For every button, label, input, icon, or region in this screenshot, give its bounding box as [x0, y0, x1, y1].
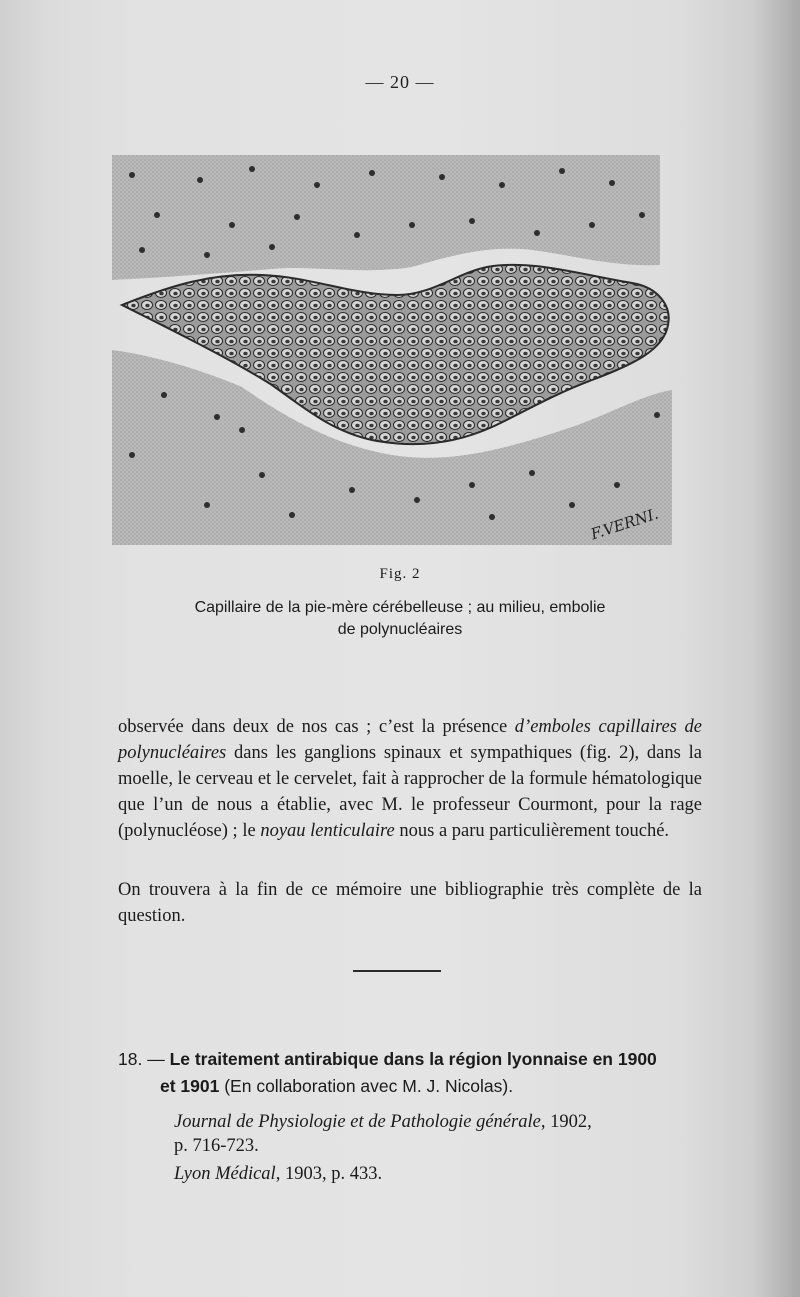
- entry-title-line2: et 1901: [160, 1076, 220, 1096]
- reference-1-journal: Journal de Physiologie et de Pathologie générale: [174, 1112, 541, 1132]
- reference-1: [174, 1110, 704, 1158]
- reference-2: [174, 1162, 704, 1186]
- reference-2-journal: Lyon Médical: [174, 1164, 276, 1184]
- entry-number: 18. —: [118, 1049, 170, 1069]
- figure-illustration: [112, 155, 674, 545]
- artist-signature: F.VERNI.: [588, 504, 661, 544]
- reference-1-pages: p. 716-723.: [174, 1136, 259, 1156]
- figure-caption: [120, 597, 680, 641]
- figure-label: Fig. 2: [379, 566, 421, 582]
- entry-collaboration: (En collaboration avec M. J. Nicolas).: [219, 1076, 514, 1096]
- paragraph-2-text: On trouvera à la fin de ce mémoire une bibliographie très complète de la question.: [118, 880, 702, 926]
- paragraph-1-emphasis-b: noyau lenticulaire: [260, 821, 395, 841]
- section-divider: [353, 970, 441, 972]
- paragraph-1: [118, 714, 702, 844]
- page-number: — 20 —: [365, 72, 435, 92]
- capillary-drawing: [112, 155, 674, 545]
- reference-1-details: , 1902,: [540, 1112, 592, 1132]
- entry-title-line1: Le traitement antirabique dans la région lyonnaise en 1900: [169, 1049, 657, 1069]
- paragraph-2: [118, 877, 702, 929]
- reference-2-details: , 1903, p. 433.: [275, 1164, 383, 1184]
- paragraph-1-emphasis-a: d’emboles capillaires de polynucléaires: [118, 717, 702, 763]
- paragraph-1-text-b: dans les ganglions spinaux et sympathiques (fig. 2), dans la moelle, le cerveau et le cervelet, fait à rapprocher de la formule hématologique que l’un de nous a établie, avec M. le professeur Courmont, pour la rage (polynucléose) ; le: [118, 743, 702, 841]
- figure-caption-line2: de polynucléaires: [337, 621, 463, 638]
- paragraph-1-text-c: nous a paru particulièrement touché.: [394, 821, 670, 841]
- figure-caption-line1: Capillaire de la pie-mère cérébelleuse ; au milieu, embolie: [194, 599, 606, 616]
- bibliography-entry-18: [118, 1046, 704, 1100]
- paragraph-1-text-a: observée dans deux de nos cas ; c’est la présence: [118, 717, 515, 737]
